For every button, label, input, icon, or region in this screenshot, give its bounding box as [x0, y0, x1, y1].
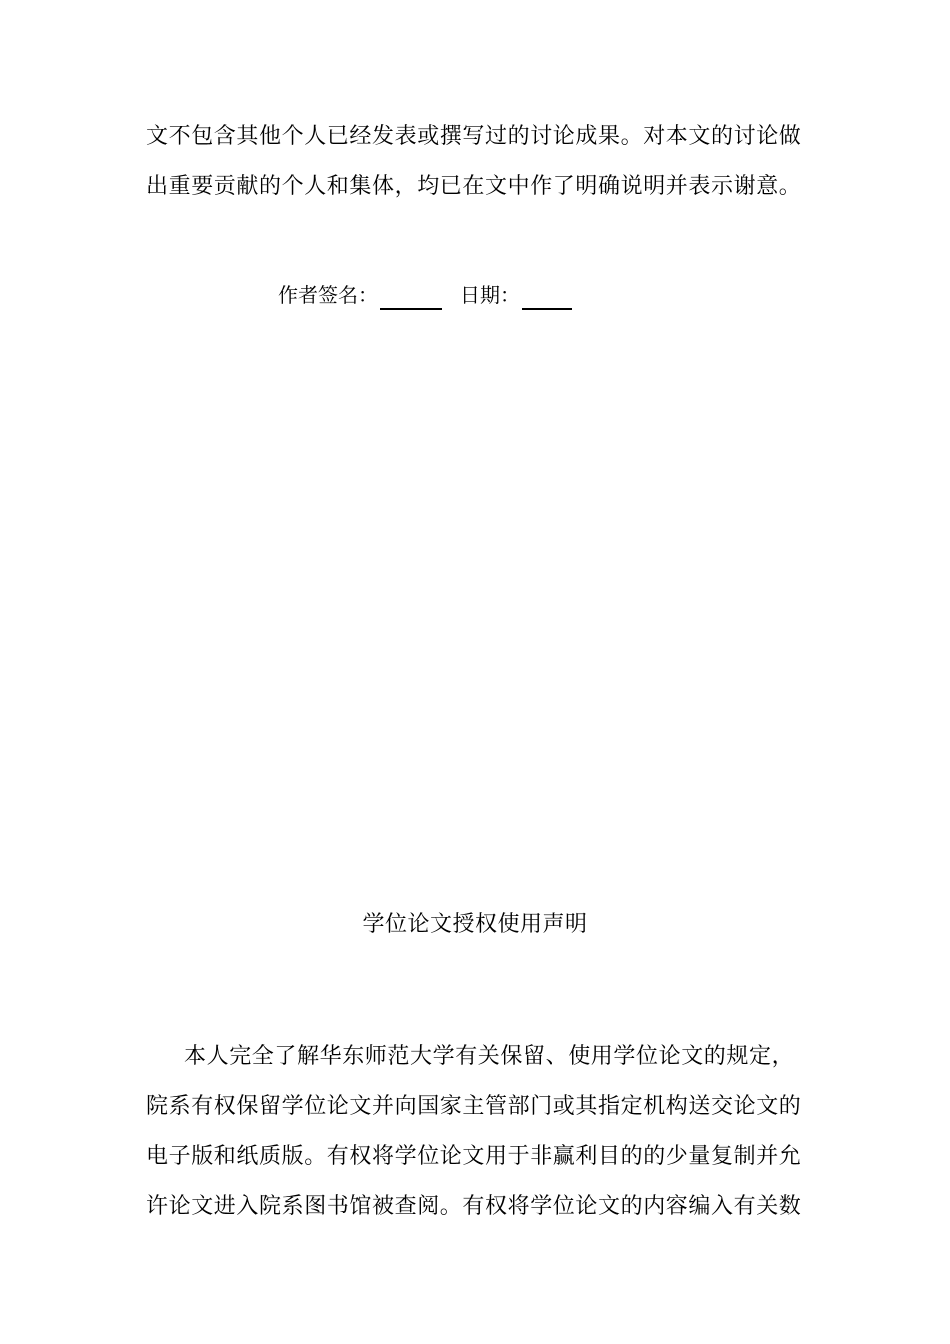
- signature-blank: [380, 286, 442, 310]
- date-blank: [522, 286, 572, 310]
- date-label: 日期：: [460, 283, 520, 307]
- authorization-line-2: 院系有权保留学位论文并向国家主管部门或其指定机构送交论文的: [146, 1094, 802, 1119]
- authorization-title: 学位论文授权使用声明: [362, 912, 588, 937]
- signature-label: 作者签名：: [278, 283, 378, 307]
- authorization-line-3: 电子版和纸质版。有权将学位论文用于非赢利目的的少量复制并允: [146, 1144, 802, 1169]
- authorization-line-1: 本人完全了解华东师范大学有关保留、使用学位论文的规定，: [184, 1044, 795, 1069]
- authorization-line-4: 许论文进入院系图书馆被查阅。有权将学位论文的内容编入有关数: [146, 1194, 802, 1219]
- declaration-line-1: 文不包含其他个人已经发表或撰写过的讨论成果。对本文的讨论做: [146, 124, 802, 149]
- signature-row: [278, 280, 572, 310]
- declaration-line-2: 出重要贡献的个人和集体，均已在文中作了明确说明并表示谢意。: [146, 174, 802, 199]
